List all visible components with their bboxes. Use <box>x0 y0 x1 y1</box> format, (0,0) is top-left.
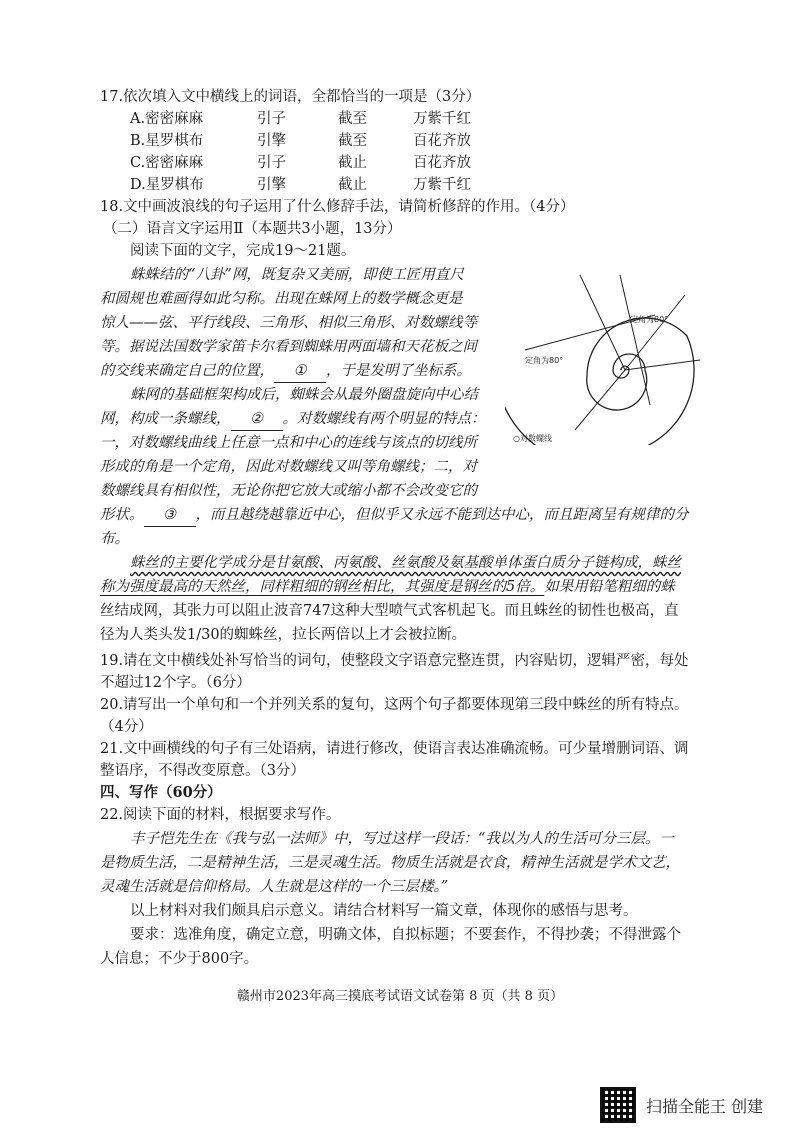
passage-p2-line4: 形成的角是一个定角，因此对数螺线又叫等角螺线；二，对 <box>100 459 477 475</box>
passage-p2-line6a: 形状。 <box>100 507 144 523</box>
passage-p2-line3: 一，对数螺线曲线上任意一点和中心的连线与该点的切线所 <box>100 435 477 451</box>
passage-p3-line2b: 如果用铅笔粗细的蛛 <box>544 579 675 595</box>
q22-stem: 22.阅读下面的材料，根据要求写作。 <box>100 807 341 823</box>
q17-stem: 17.依次填入文中横线上的词语，全都恰当的一项是（3分） <box>100 89 481 105</box>
q21-line1: 21.文中画横线的句子有三处语病，请进行修改，使语言表达准确流畅。可少量增删词语、调 <box>100 741 689 757</box>
q17-option-a-w3: 截至 <box>338 111 367 127</box>
q20-line1: 20.请写出一个单句和一个并列关系的复句，这两个句子都要体现第三段中蛛丝的所有特点。 <box>100 697 689 713</box>
passage-p1-line3: 惊人——弦、平行线段、三角形、相似三角形、对数螺线等 <box>100 315 477 331</box>
q17-option-a-label: A.密密麻麻 <box>130 111 204 127</box>
passage-p3-line4: 径为人类头发1/30的蜘蛛丝，拉长两倍以上才会被拉断。 <box>100 627 467 643</box>
q17-option-c-w3: 截止 <box>338 155 367 171</box>
q21-line2: 整语序，不得改变原意。（3分） <box>100 763 305 779</box>
passage-p2-line2b: 。对数螺线有两个明显的特点： <box>282 411 486 427</box>
passage-p2-line7: 布。 <box>100 531 129 547</box>
radial-line-1 <box>580 275 625 370</box>
q17-option-c-label: C.密密麻麻 <box>130 155 204 171</box>
q17-option-b-w4: 百花齐放 <box>413 133 471 149</box>
q17-option-d-w3: 截止 <box>338 177 367 193</box>
radial-line-4 <box>575 370 625 430</box>
scanner-watermark <box>600 1085 763 1125</box>
material-line3: 灵魂生活就是信仰格局。人生就是这样的一个三层楼。” <box>100 879 449 895</box>
spiral-curve <box>505 318 694 445</box>
q17-option-d-w4: 万紫千红 <box>413 177 471 193</box>
material-line1: 丰子恺先生在《我与弘一法师》中，写过这样一段话：“我以为人的生活可分三层。一 <box>130 831 674 847</box>
qr-code-icon <box>600 1087 636 1123</box>
q19-line2: 不超过12个字。（6分） <box>100 675 251 691</box>
blank-3: ③ <box>144 504 196 527</box>
spiral-diagram <box>505 255 705 445</box>
blank-2: ② <box>231 408 283 431</box>
angle-label-top: 定角为80° <box>630 315 669 324</box>
q17-option-b-w2: 引擎 <box>257 133 286 149</box>
radial-line-2 <box>625 295 685 370</box>
page-footer: 赣州市2023年高三摸底考试语文试卷第 8 页（共 8 页） <box>236 989 564 1004</box>
passage-p1-line4: 等。据说法国数学家笛卡尔看到蜘蛛用两面墙和天花板之间 <box>100 339 477 355</box>
passage-p2-line1: 蛛网的基础框架构成后，蜘蛛会从最外圈盘旋向中心结 <box>130 387 478 403</box>
prompt-line1: 以上材料对我们颇具启示意义。请结合材料写一篇文章，体现你的感悟与思考。 <box>130 903 638 919</box>
blank-1: ① <box>274 360 326 383</box>
passage-p1-line2: 和圆规也难画得如此匀称。出现在蛛网上的数学概念更是 <box>100 291 463 307</box>
q17-option-d-label: D.星罗棋布 <box>130 177 204 193</box>
passage-p3-line2 <box>100 576 675 598</box>
passage-p2-line6 <box>100 504 689 527</box>
q17-option-d-w2: 引擎 <box>257 177 286 193</box>
q17-option-b-label: B.星罗棋布 <box>130 133 204 149</box>
passage-p2-line2 <box>100 408 486 431</box>
angle-label-left: 定角为80° <box>525 356 564 365</box>
passage-p2-line5: 数螺线具有相似性，无论你把它放大或缩小都不会改变它的 <box>100 483 477 499</box>
q20-line2: （4分） <box>100 719 153 735</box>
passage-p2-line6b: ，而且越绕越靠近中心，但似乎又永远不能到达中心，而且距离呈有规律的分 <box>195 507 689 523</box>
requirement-line1: 要求：选准角度，确定立意，明确文体，自拟标题；不要套作，不得抄袭；不得泄露个 <box>130 927 681 943</box>
passage-p1-line5b: ，于是发明了坐标系。 <box>326 363 471 379</box>
requirement-line2: 人信息；不少于800字。 <box>100 951 259 967</box>
q17-option-c-w4: 百花齐放 <box>413 155 471 171</box>
passage-p1-line1: 蛛蛛结的“八卦”网，既复杂又美丽，即使工匠用直尺 <box>130 267 464 283</box>
q17-option-b-w3: 截至 <box>338 133 367 149</box>
section-heading-4: 四、写作（60分） <box>100 784 222 801</box>
passage-p2-line2a: 网，构成一条螺线， <box>100 411 231 427</box>
passage-p1-line5a: 的交线来确定自己的位置， <box>100 363 274 379</box>
scanner-text: 扫描全能王 创建 <box>646 1096 764 1116</box>
q18-stem: 18.文中画波浪线的句子运用了什么修辞手法，请简析修辞的作用。（4分） <box>100 199 575 215</box>
passage-p3-line3: 丝结成网，其张力可以阻止波音747这种大型喷气式客机起飞。而且蛛丝的韧性也极高，直 <box>100 603 679 619</box>
underlined-sentence: 称为强度最高的天然丝，同样粗细的钢丝相比，其强度是钢丝的5倍。 <box>100 579 545 595</box>
passage-p3-line1 <box>130 552 681 574</box>
section-heading-2: （二）语言文字运用Ⅱ（本题共3小题，13分） <box>103 221 402 237</box>
tangent-line-1 <box>620 275 650 405</box>
radial-line-3 <box>625 360 700 370</box>
wavy-sentence-part1: 蛛丝的主要化学成分是甘氨酸、丙氨酸、丝氨酸及氨基酸单体蛋白质分子链构成，蛛丝 <box>130 555 681 571</box>
passage-p1-line5 <box>100 360 471 383</box>
reading-instruction: 阅读下面的文字，完成19～21题。 <box>130 243 356 259</box>
q17-option-a-w2: 引子 <box>257 111 286 127</box>
q19-line1: 19.请在文中横线处补写恰当的词句，使整段文字语意完整连贯，内容贴切，逻辑严密，每处 <box>100 653 689 669</box>
diagram-caption: ○对数螺线 <box>513 434 552 443</box>
spiral-diagram-svg <box>505 255 705 445</box>
q17-option-a-w4: 万紫千红 <box>413 111 471 127</box>
q17-option-c-w2: 引子 <box>257 155 286 171</box>
material-line2: 是物质生活，二是精神生活，三是灵魂生活。物质生活就是衣食，精神生活就是学术文艺， <box>100 855 680 871</box>
